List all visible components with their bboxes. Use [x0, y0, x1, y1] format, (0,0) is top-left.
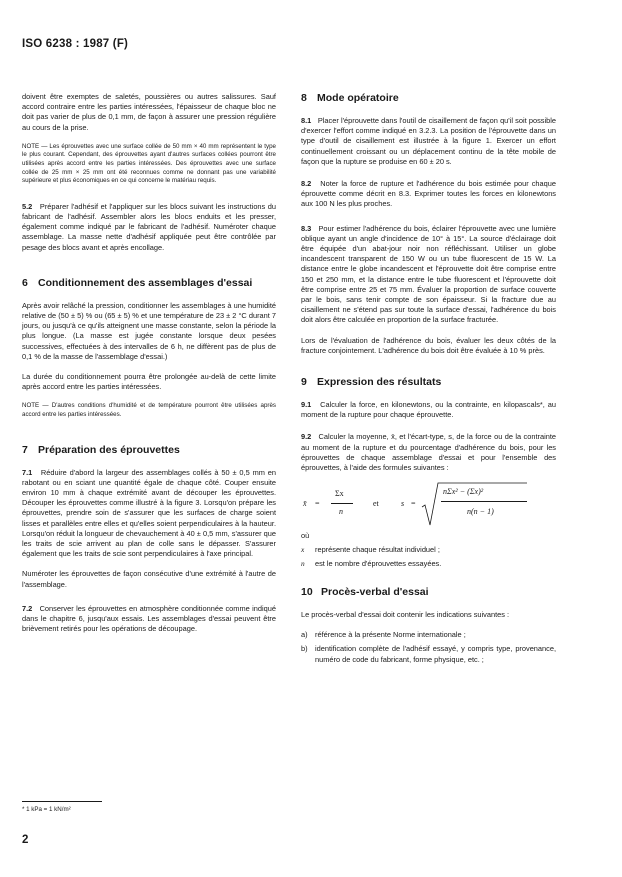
formula-mean-denominator: n [339, 507, 343, 517]
right-column [301, 92, 556, 669]
formula-and: et [373, 499, 379, 509]
section-8-heading: 8 Mode opératoire [301, 92, 399, 104]
section-9-heading: 9 Expression des résultats [301, 376, 442, 389]
clause-8-3-paragraph-2: Lors de l'évaluation de l'adhérence du bois, évaluer les deux côtés de la fracture conjointement. L'adhérence du bois doit être évaluée à 10 % près. [301, 335, 556, 355]
clause-number: 5.2 [22, 201, 33, 211]
definition-x: x représente chaque résultat individuel ; [301, 545, 440, 555]
note-specimen-surface: NOTE — Les éprouvettes avec une surface collée de 50 mm × 40 mm représentent le type le plus courant. Cependant, des éprouvettes ayant d'autres surfaces collées pourront être utilisées après accord entre les parties intéressées. Des éprouvettes avec une surface collée de 25 mm × 25 mm ont été reconnues comme ne donnant pas une variabilité supérieure et plus économiques en ce qui concerne le matériau requis. [22, 142, 276, 185]
section-6-paragraph-1: Après avoir relâché la pression, conditionner les assemblages à une humidité relative de (50 ± 5) % ou (65 ± 5) % et une température de 23 ± 2 °C durant 7 jours, ou jusqu'à ce qu'ils atteignent une masse constante, selon la période la plus longue. (La masse est jugée constante lorsque deux pesées successives, effectuées à des intervalles de 6 h, ne diffèrent pas de plus de 0,1 % de la masse de l'assemblage d'essai.) [22, 300, 276, 361]
left-column [22, 92, 276, 634]
formula-sd-symbol: s [401, 499, 405, 509]
report-items-list [301, 630, 556, 665]
formula-sd-fraction-bar [441, 501, 527, 502]
formula-sd-numerator: nΣx² − (Σx)² [443, 487, 484, 497]
page-number: 2 [22, 834, 29, 846]
list-item: b) identification complète de l'adhésif essayé, y compris type, provenance, numéro de code du fabricant, forme physique, etc. ; [301, 644, 556, 664]
list-item: a) référence à la présente Norme internationale ; [301, 630, 466, 640]
statistics-formula [301, 481, 556, 531]
clause-8-2: 8.2 Noter la force de rupture et l'adhérence du bois estimée pour chaque éprouvette comme décrit en 8.3. Exprimer toutes les forces en kilonewtons aux 100 N les plus proches. [301, 179, 556, 209]
formula-equals: = [315, 499, 320, 509]
formula-sd-denominator: n(n − 1) [467, 507, 494, 517]
formula-mean-fraction-bar [331, 503, 353, 504]
clause-9-2: 9.2 Calculer la moyenne, x̄, et l'écart-type, s, de la force ou de la contrainte au moment de la rupture et du pourcentage d'adhérence du bois, pour les éprouvettes de chaque assemblage d'essai et pour l'ensemble des éprouvettes, à l'aide des formules suivantes : [301, 432, 556, 473]
footnote-divider [22, 801, 102, 802]
section-6-heading: 6 Conditionnement des assemblages d'essai [22, 276, 253, 289]
symbol-definitions [301, 545, 556, 568]
section-10-heading: 10 Procès-verbal d'essai [301, 585, 429, 598]
clause-8-1: 8.1 Placer l'éprouvette dans l'outil de cisaillement de façon qu'il soit possible d'exercer l'effort comme indiqué en 3.2.3. La position de l'éprouvette dans un type d'outil de cisaillement est illustrée à la figure 1. Exercer un effort continuellement croissant ou un déplacement continu de la tête mobile de façon que la rupture se produise en 60 ± 20 s. [301, 116, 556, 166]
document-header: ISO 6238 : 1987 (F) [22, 38, 129, 50]
clause-8-3: 8.3 Pour estimer l'adhérence du bois, éclairer l'éprouvette avec une lumière oblique ayant un angle d'incidence de 10° à 15°. La source d'éclairage doit être équipée d'un abat-jour noir non réfléchissant. Utiliser un globe incandescent transparent de 150 W ou un tube fluorescent de 15 W. La distance entre le globe incandescent et l'éprouvette doit être comprise entre 150 et 250 mm, et la distance entre le tube fluorescent et l'éprouvette doit être comprise entre 25 et 75 mm. Évaluer la proportion de surface couverte par le bois, sans tenir compte de son épaisseur. Si la fracture due au cisaillement ne s'étend pas sur toute la surface d'essai, l'adhérence du bois doit alors être calculée en proportion de la surface fracturée. [301, 223, 556, 325]
clause-9-1: 9.1 Calculer la force, en kilonewtons, ou la contrainte, en kilopascals*, au moment de la rupture pour chaque éprouvette. [301, 400, 556, 420]
clause-7-2: 7.2 Conserver les éprouvettes en atmosphère conditionnée comme indiqué dans le chapitre 6, jusqu'aux essais. Les assemblages d'essai peuvent être brièvement retirés pour les opérations de découpage. [22, 603, 276, 634]
intro-paragraph: doivent être exemptes de saletés, poussières ou autres salissures. Sauf accord contraire entre les parties intéressées, l'épaisseur de chaque bloc ne doit pas varier de plus de 0,1 mm, de façon à assurer une pression régulière au cours de la prise. [22, 92, 276, 132]
formula-mean-symbol: x̄ [303, 499, 307, 509]
clause-7-1: 7.1 Réduire d'abord la largeur des assemblages collés à 50 ± 0,5 mm en rabotant ou en sciant une quantité égale de chaque côté. Couper ensuite environ 10 mm à chaque extrémité avant de découper les éprouvettes. Découper les éprouvettes comme illustré à la figure 3. Lorsqu'on prépare les éprouvettes, prendre soin de s'assurer que les surfaces de charge soient lisses et parallèles entre elles et qu'elles soient perpendiculaires à la hauteur. Lorsqu'on réduit la longueur de chevauchement à 40 ± 0,5 mm, s'assurer que les traits de scie arrivent au plan de colle sans le dépasser. S'assurer également que les traits de scie sont perpendiculaires à l'axe principal. [22, 467, 276, 559]
definition-n: n est le nombre d'éprouvettes essayées. [301, 558, 442, 568]
section-6-paragraph-2: La durée du conditionnement pourra être prolongée au-delà de cette limite après accord entre les parties intéressées. [22, 372, 276, 392]
where-label: où [301, 531, 310, 541]
clause-7-1-paragraph-2: Numéroter les éprouvettes de façon consécutive d'une extrémité à l'autre de l'assemblage. [22, 569, 276, 589]
note-conditions: NOTE — D'autres conditions d'humidité et de température pourront être utilisées après accord entre les parties intéressées. [22, 402, 276, 419]
formula-equals-2: = [411, 499, 416, 509]
clause-text: Préparer l'adhésif et l'appliquer sur les blocs suivant les instructions du fabricant de l'adhésif. Assembler alors les blocs enduits et les presser, également comme indiqué par le fabricant de l'adhésif. Numéroter chaque assemblage. La masse nette d'adhésif appliquée peut être contrôlée par pesage des blocs avant et après encollage. [22, 201, 276, 252]
clause-5-2 [22, 202, 276, 253]
section-10-intro: Le procès-verbal d'essai doit contenir les indications suivantes : [301, 609, 510, 619]
formula-mean-numerator: Σx [335, 489, 344, 499]
section-7-heading: 7 Préparation des éprouvettes [22, 443, 180, 456]
footnote: * 1 kPa = 1 kN/m² [22, 806, 71, 813]
